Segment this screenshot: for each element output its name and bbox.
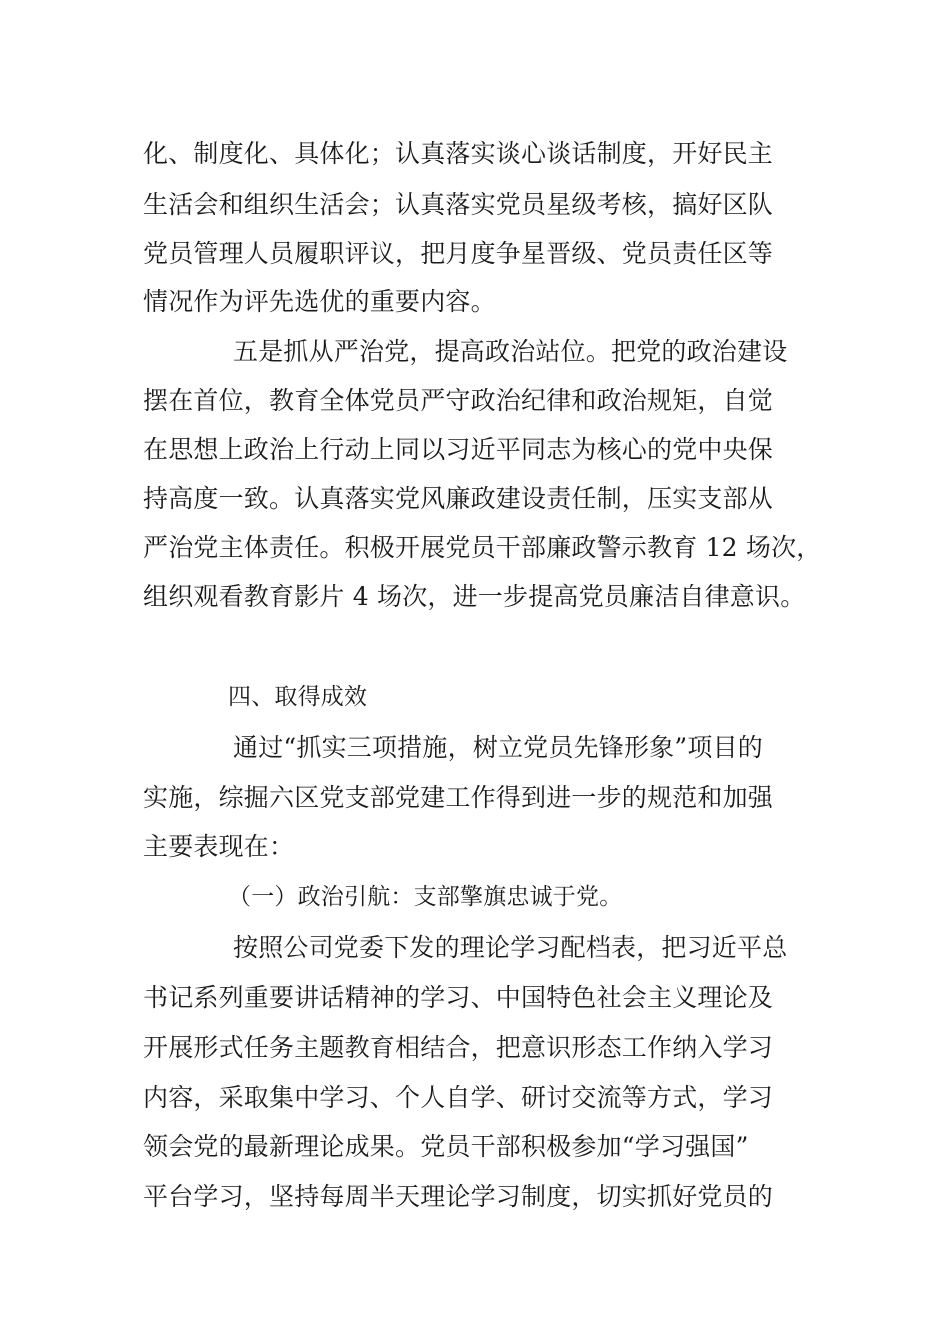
paragraph-line: 通过“抓实三项措施，树立党员先锋形象”项目的 — [233, 733, 763, 762]
paragraph-line: 组织观看教育影片 4 场次，进一步提高党员廉洁自律意识。 — [143, 582, 806, 611]
section-heading: 四、取得成效 — [228, 684, 368, 710]
paragraph-line: 实施，综掘六区党支部党建工作得到进一步的规范和加强 — [143, 783, 774, 812]
paragraph-line: 主要表现在： — [143, 832, 295, 861]
paragraph-line: 在思想上政治上行动上同以习近平同志为核心的党中央保 — [143, 435, 774, 464]
paragraph-line: 党员管理人员履职评议，把月度争星晋级、党员责任区等 — [143, 239, 774, 268]
paragraph-line: 化、制度化、具体化；认真落实谈心谈话制度，开好民主 — [143, 139, 774, 168]
paragraph-line: 书记系列重要讲话精神的学习、中国特色社会主义理论及 — [143, 983, 774, 1012]
paragraph-line: 情况作为评先选优的重要内容。 — [143, 287, 496, 316]
paragraph-line: 开展形式任务主题教育相结合，把意识形态工作纳入学习 — [143, 1033, 774, 1062]
paragraph-line: 摆在首位，教育全体党员严守政治纪律和政治规矩，自觉 — [143, 386, 774, 415]
paragraph-line: 五是抓从严治党，提高政治站位。把党的政治建设 — [233, 337, 788, 366]
paragraph-line: 按照公司党委下发的理论学习配档表，把习近平总 — [233, 933, 788, 962]
paragraph-line: 内容，采取集中学习、个人自学、研讨交流等方式，学习 — [143, 1083, 774, 1112]
paragraph-line: 持高度一致。认真落实党风廉政建设责任制，压实支部从 — [143, 484, 774, 513]
paragraph-line: 严治党主体责任。积极开展党员干部廉政警示教育 12 场次， — [143, 533, 822, 562]
paragraph-line: 领会党的最新理论成果。党员干部积极参加“学习强国” — [143, 1132, 749, 1161]
paragraph-line: 平台学习，坚持每周半天理论学习制度，切实抓好党员的 — [143, 1182, 774, 1211]
subsection-heading: （一）政治引航：支部擎旗忠诚于党。 — [228, 884, 623, 910]
paragraph-line: 生活会和组织生活会；认真落实党员星级考核，搞好区队 — [143, 190, 774, 219]
